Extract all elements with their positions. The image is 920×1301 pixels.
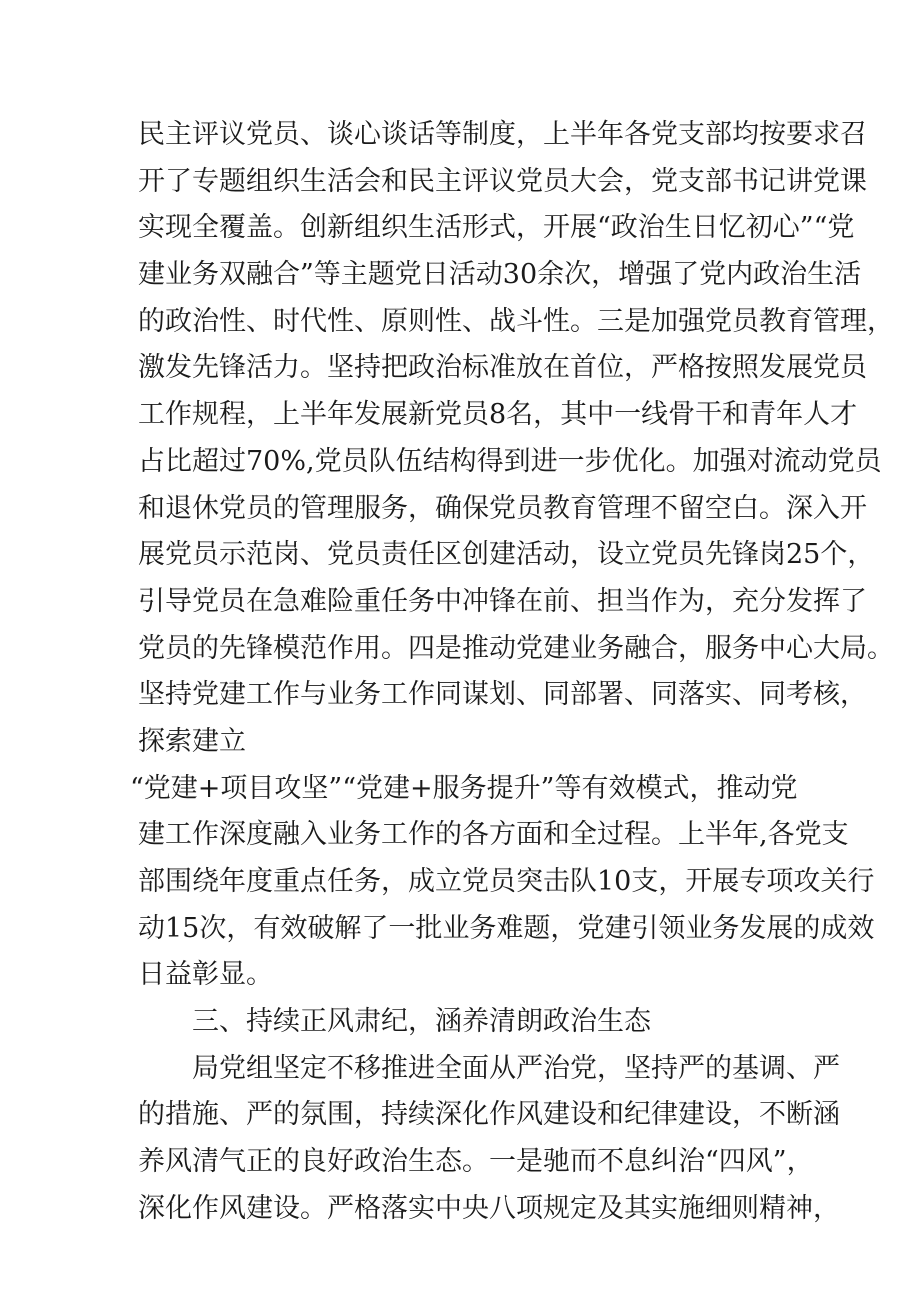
text-line: “党建+项目攻坚”“党建+服务提升”等有效模式，推动党 — [130, 772, 798, 804]
text-line: 养风清气正的良好政治生态。一是驰而不息纠治“四风”， — [138, 1146, 814, 1178]
paragraph-first-line: 局党组坚定不移推进全面从严治党，坚持严的基调、严 — [192, 1052, 840, 1084]
text-line: 工作规程，上半年发展新党员8名，其中一线骨干和青年人才 — [138, 399, 858, 431]
text-line: 的措施、严的氛围，持续深化作风建设和纪律建设，不断涵 — [138, 1099, 840, 1131]
text-line: 和退休党员的管理服务，确保党员教育管理不留空白。深入开 — [138, 492, 867, 524]
body-text — [130, 112, 894, 1233]
text-line: 党员的先锋模范作用。四是推动党建业务融合，服务中心大局。 — [138, 632, 894, 664]
text-line: 占比超过70%,党员队伍结构得到进一步优化。加强对流动党员 — [138, 445, 882, 477]
text-line: 建业务双融合”等主题党日活动30余次，增强了党内政治生活 — [138, 259, 862, 291]
text-line: 坚持党建工作与业务工作同谋划、同部署、同落实、同考核， — [138, 679, 867, 711]
text-line: 深化作风建设。严格落实中央八项规定及其实施细则精神， — [138, 1192, 840, 1224]
text-line: 探索建立 — [138, 725, 246, 757]
text-line: 动15次，有效破解了一批业务难题，党建引领业务发展的成效 — [138, 912, 875, 944]
text-line: 建工作深度融入业务工作的各方面和全过程。上半年,各党支 — [138, 819, 849, 851]
text-line: 日益彰显。 — [138, 959, 273, 991]
text-line: 民主评议党员、谈心谈话等制度，上半年各党支部均按要求召 — [138, 119, 867, 150]
text-line: 的政治性、时代性、原则性、战斗性。三是加强党员教育管理， — [138, 305, 894, 337]
text-line: 展党员示范岗、党员责任区创建活动，设立党员先锋岗25个， — [138, 539, 875, 571]
text-line: 引导党员在急难险重任务中冲锋在前、担当作为，充分发挥了 — [138, 585, 867, 617]
text-line: 开了专题组织生活会和民主评议党员大会，党支部书记讲党课 — [138, 165, 867, 197]
text-line: 激发先锋活力。坚持把政治标准放在首位，严格按照发展党员 — [138, 352, 867, 384]
text-line: 实现全覆盖。创新组织生活形式，开展“政治生日忆初心”“党 — [138, 212, 855, 244]
text-line: 部围绕年度重点任务，成立党员突击队10支，开展专项攻关行 — [138, 866, 875, 897]
section-heading: 三、持续正风肃纪，涵养清朗政治生态 — [192, 1006, 651, 1038]
